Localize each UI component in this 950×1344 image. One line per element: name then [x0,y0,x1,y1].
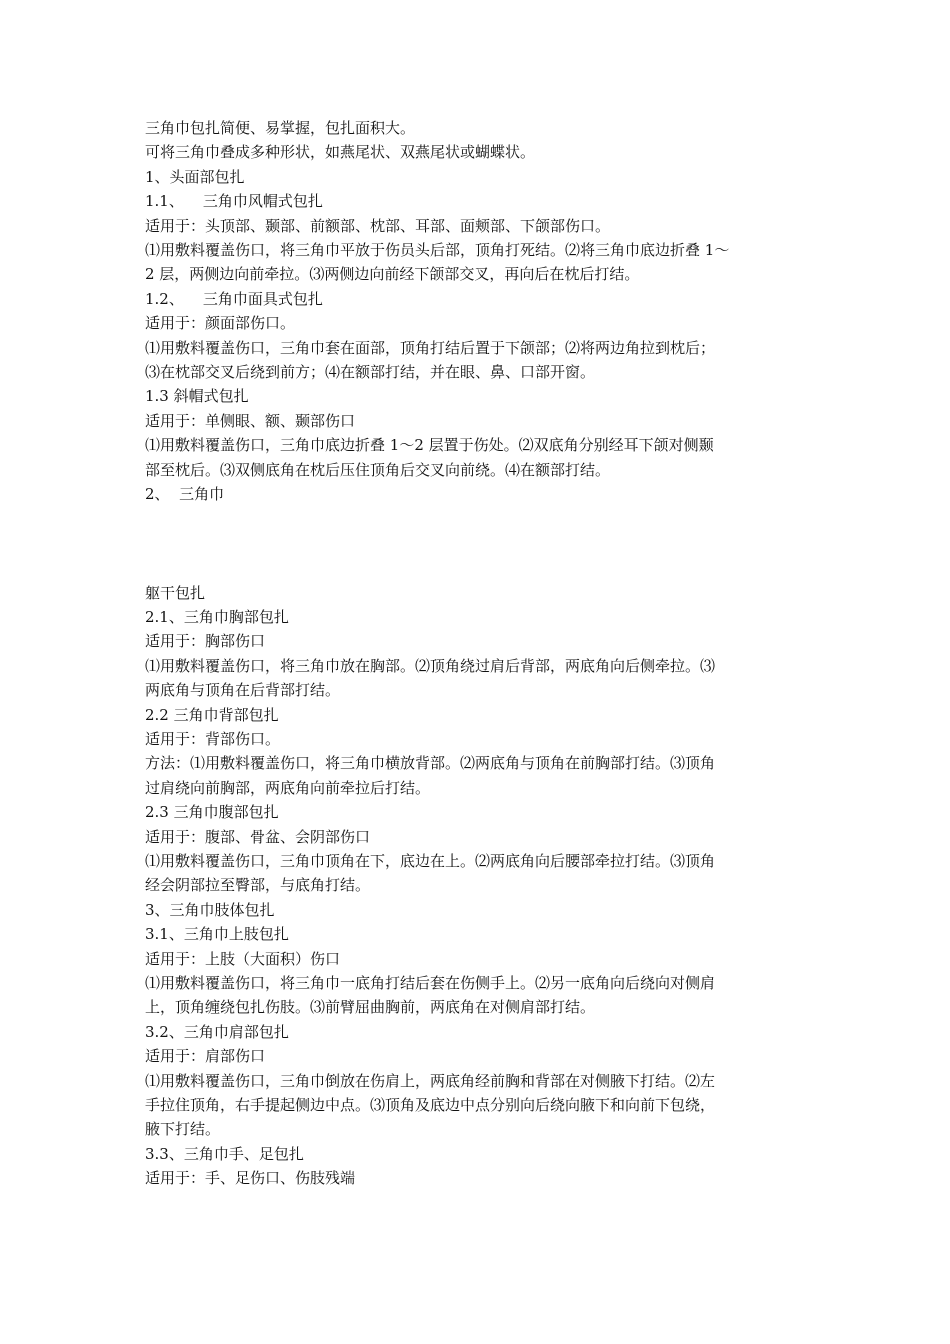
text-line: 可将三角巾叠成多种形状，如燕尾状、双燕尾状或蝴蝶状。 [145,143,536,162]
text-line: 2 层，两侧边向前牵拉。⑶两侧边向前经下颌部交叉，再向后在枕后打结。 [145,265,640,284]
text-line: 腋下打结。 [145,1120,221,1139]
subsection-heading: 1.3 斜帽式包扎 [145,387,249,406]
text-line: ⑴用敷料覆盖伤口，三角巾底边折叠 1～2 层置于伤处。⑵双底角分别经耳下颌对侧颞 [145,436,714,455]
text-line: ⑴用敷料覆盖伤口，将三角巾平放于伤员头后部，顶角打死结。⑵将三角巾底边折叠 1～ [145,241,730,260]
text-line: 适用于：颜面部伤口。 [145,314,296,333]
document-body [145,116,810,1191]
text-line: 三角巾包扎简便、易掌握，包扎面积大。 [145,119,416,137]
section-heading: 2、 三角巾 [145,485,225,504]
subsection-heading: 2.1、三角巾胸部包扎 [145,607,289,626]
text-line: 方法：⑴用敷料覆盖伤口，将三角巾横放背部。⑵两底角与顶角在前胸部打结。⑶顶角 [145,754,716,773]
subsection-heading: 2.2 三角巾背部包扎 [145,705,279,724]
text-line: ⑴用敷料覆盖伤口，三角巾倒放在伤肩上，两底角经前胸和背部在对侧腋下打结。⑵左 [145,1071,716,1090]
subsection-heading: 2.3 三角巾腹部包扎 [145,803,279,822]
section-heading: 3、三角巾肢体包扎 [145,900,275,919]
text-line: 适用于：单侧眼、额、颞部伤口 [145,411,356,430]
subsection-heading: 1.2、 三角巾面具式包扎 [145,289,323,308]
text-line: 经会阴部拉至臀部，与底角打结。 [145,876,371,895]
text-line: 两底角与顶角在后背部打结。 [145,681,341,700]
text-line: 适用于：头顶部、颞部、前额部、枕部、耳部、面颊部、下颌部伤口。 [145,216,611,235]
text-line: 适用于：上肢（大面积）伤口 [145,949,341,968]
text-line: 过肩绕向前胸部，两底角向前牵拉后打结。 [145,778,431,797]
text-line: 上，顶角缠绕包扎伤肢。⑶前臂屈曲胸前，两底角在对侧肩部打结。 [145,998,596,1017]
text-line: 适用于：手、足伤口、伤肢残端 [145,1169,356,1188]
text-line: ⑴用敷料覆盖伤口，将三角巾一底角打结后套在伤侧手上。⑵另一底角向后绕向对侧肩 [145,974,716,992]
text-line: 适用于：背部伤口。 [145,729,281,748]
text-line: 适用于：肩部伤口 [145,1047,266,1066]
section-heading: 1、头面部包扎 [145,167,245,186]
text-line: ⑴用敷料覆盖伤口，三角巾顶角在下，底边在上。⑵两底角向后腰部牵拉打结。⑶顶角 [145,851,716,870]
text-line: 适用于：腹部、骨盆、会阴部伤口 [145,827,371,846]
text-line: ⑴用敷料覆盖伤口，三角巾套在面部，顶角打结后置于下颌部；⑵将两边角拉到枕后； [145,338,716,357]
text-line: 手拉住顶角，右手提起侧边中点。⑶顶角及底边中点分别向后绕向腋下和向前下包绕， [145,1096,716,1115]
blank-gap [145,507,810,581]
subsection-heading: 3.3、三角巾手、足包扎 [145,1144,304,1163]
text-line: ⑴用敷料覆盖伤口，将三角巾放在胸部。⑵顶角绕过肩后背部，两底角向后侧牵拉。⑶ [145,656,716,675]
section-title: 躯干包扎 [145,583,206,602]
text-line: 适用于：胸部伤口 [145,632,266,651]
subsection-heading: 1.1、 三角巾风帽式包扎 [145,192,323,211]
subsection-heading: 3.2、三角巾肩部包扎 [145,1022,289,1041]
subsection-heading: 3.1、三角巾上肢包扎 [145,925,289,944]
text-line: ⑶在枕部交叉后绕到前方；⑷在额部打结，并在眼、鼻、口部开窗。 [145,363,596,382]
text-line: 部至枕后。⑶双侧底角在枕后压住顶角后交叉向前绕。⑷在额部打结。 [145,460,611,479]
